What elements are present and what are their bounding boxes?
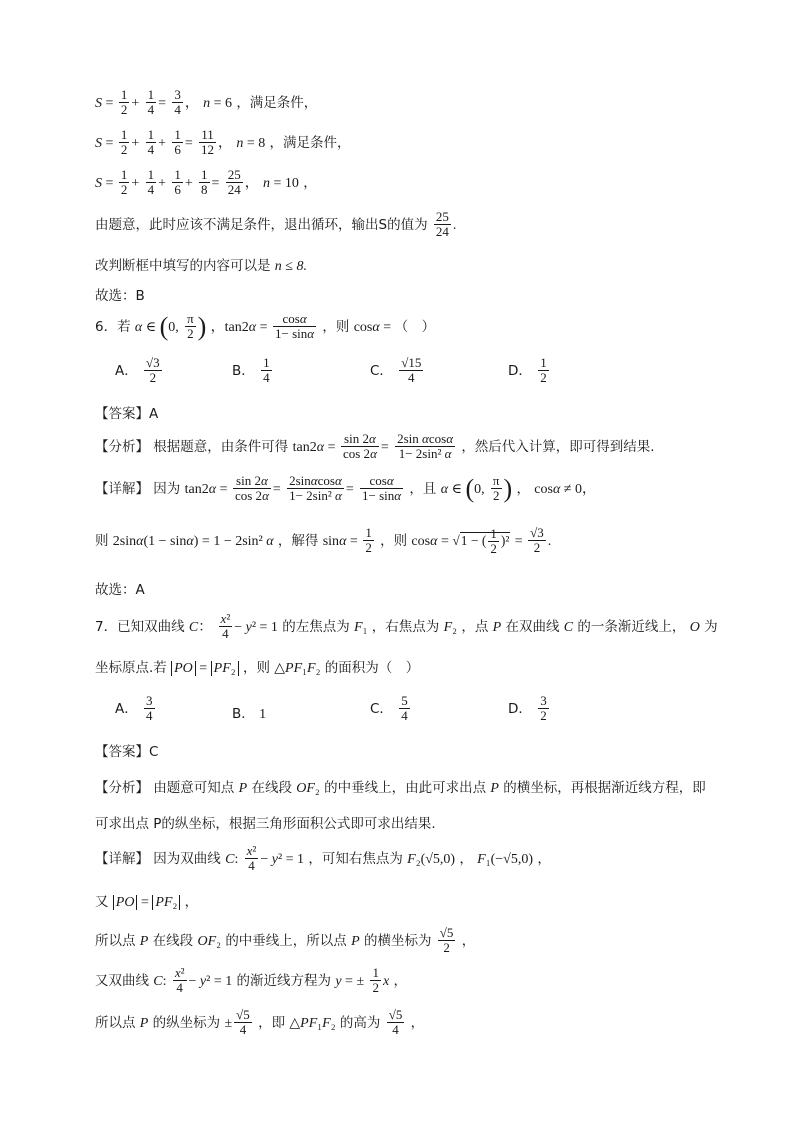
q6-option-d: D． $\frac{1}{2}$ bbox=[508, 355, 547, 386]
q6-option-b: B． $\frac{1}{4}$ bbox=[232, 355, 270, 386]
sum-line-2: S = $\frac{1}{2}$ + $\frac{1}{4}$ + $\frac{1}{6}$ = $\frac{11}{12}$ ， n = 8 ，满足条件， bbox=[95, 127, 351, 158]
sum-line-1-text: ，满足条件， bbox=[236, 94, 318, 111]
q7-analysis-2: 可求出点 P的纵坐标，根据三角形面积公式即可求出结果. bbox=[95, 816, 436, 832]
output-text: 由题意，此时应该不满足条件，退出循环，输出S的值为 bbox=[95, 216, 428, 233]
question-7-line-1: 7．已知双曲线 C： $\frac{\text{x²}}{4}$ − y² = 1 的左焦点为 F₁ ，右焦点为 F₂ ，点 P 在双曲线 C 的一条渐近线上， O 为 bbox=[95, 611, 718, 642]
q6-option-c: C． $\frac{√15}{4}$ bbox=[370, 355, 422, 386]
q7-detail-1: 【详解】 因为双曲线 C: $\frac{\text{x²}}{4}$ − y² = 1 ，可知右焦点为 F₂(√5,0) ， F₁(−√5,0) ， bbox=[95, 843, 551, 874]
fill-line bbox=[95, 254, 307, 275]
q7-answer: 【答案】C bbox=[95, 744, 159, 760]
q6-analysis: 【分析】 根据题意，由条件可得 tan2α = $\frac{\sin 2\alpha}{\cos 2\alpha}$ = $\frac{\text{2sin αcosα}}{\text{1− 2sin² α}}$ ，然后代入计算，即可得到结果. bbox=[95, 431, 655, 462]
q6-answer: 【答案】A bbox=[95, 406, 159, 422]
q7-option-d: D． $\frac{3}{2}$ bbox=[508, 693, 547, 724]
answer-a-line: 故选：A bbox=[95, 582, 145, 598]
q7-option-c: C． $\frac{5}{4}$ bbox=[370, 693, 408, 724]
question-6: 6．若 α ∈ (0, $\frac{\pi}{2}$ ) ，tan2α = $\frac{\cos\alpha}{1- \sin\alpha}$ ，则 cosα = （ ） bbox=[95, 311, 436, 342]
sum-line-1: S = $\frac{1}{2}$ + $\frac{1}{4}$ = $\frac{3}{4}$ ， n = 6 ，满足条件， bbox=[95, 87, 318, 118]
output-line: 由题意，此时应该不满足条件，退出循环，输出S的值为 $\frac{25}{24}$ . bbox=[95, 209, 457, 240]
q7-detail-3: 所以点 P 在线段 OF₂ 的中垂线上，所以点 P 的横坐标为 $\frac{√5}{2}$ ， bbox=[95, 925, 476, 956]
q7-analysis-1: 【分析】 由题意可知点 P 在线段 OF₂ 的中垂线上，由此可求出点 P 的横坐标，再根据渐近线方程，即 bbox=[95, 780, 706, 796]
fill-text: 改判断框中填写的内容可以是 bbox=[95, 258, 271, 274]
q6-mid: ，则 bbox=[322, 318, 350, 335]
q7-detail-5: 所以点 P 的纵坐标为 ± $\frac{√5}{4}$ ，即 △PF₁F₂ 的高为 $\frac{√5}{4}$ ， bbox=[95, 1007, 425, 1038]
fill-math: n ≤ 8. bbox=[274, 259, 307, 274]
q7-detail-4: 又双曲线 C: $\frac{\text{x²}}{4}$ − y² = 1 的渐近线方程为 y = ± $\frac{1}{2}$ x ， bbox=[95, 965, 407, 996]
q7-option-a: A． $\frac{3}{4}$ bbox=[115, 693, 153, 724]
q6-detail-1: 【详解】 因为 tan2α = $\frac{\sin 2\alpha}{\cos 2\alpha}$ = $\frac{2\sin\alpha\cos\alpha}{\text{1− 2sin² α}}$ = $\frac{\cos\alpha}{1- \sin\alpha}$ ，且 α ∈ (0, $\frac{\pi}{2}$ ) ， cosα ≠ 0， bbox=[95, 473, 596, 504]
sum-line-3-text: ， bbox=[303, 174, 317, 191]
q6-option-a: A． $\frac{√3}{2}$ bbox=[115, 355, 160, 386]
q6-end: （ ） bbox=[394, 318, 436, 335]
sum-line-3: S = $\frac{1}{2}$ + $\frac{1}{4}$ + $\frac{1}{6}$ + $\frac{1}{8}$ = $\frac{25}{24}$ ， n = 10 ， bbox=[95, 167, 317, 198]
q7-option-b: B． 1 bbox=[232, 706, 267, 722]
question-7-line-2: 坐标原点.若 PO = PF₂ ，则 △PF₁F₂ 的面积为（ ） bbox=[95, 660, 420, 676]
answer-b-line: 故选：B bbox=[95, 288, 145, 304]
q6-prefix: 6．若 bbox=[95, 318, 131, 335]
q6-detail-2: 则 2sinα(1 − sinα) = 1 − 2sin² α ，解得 sinα = $\frac{1}{2}$ ，则 cosα = √1 − ( $\frac{1}{2}$ )² = $\frac{√3}{2}$ . bbox=[95, 525, 552, 557]
q7-detail-2: 又 PO = PF₂ ， bbox=[95, 894, 199, 910]
sum-line-2-text: ，满足条件， bbox=[269, 134, 351, 151]
